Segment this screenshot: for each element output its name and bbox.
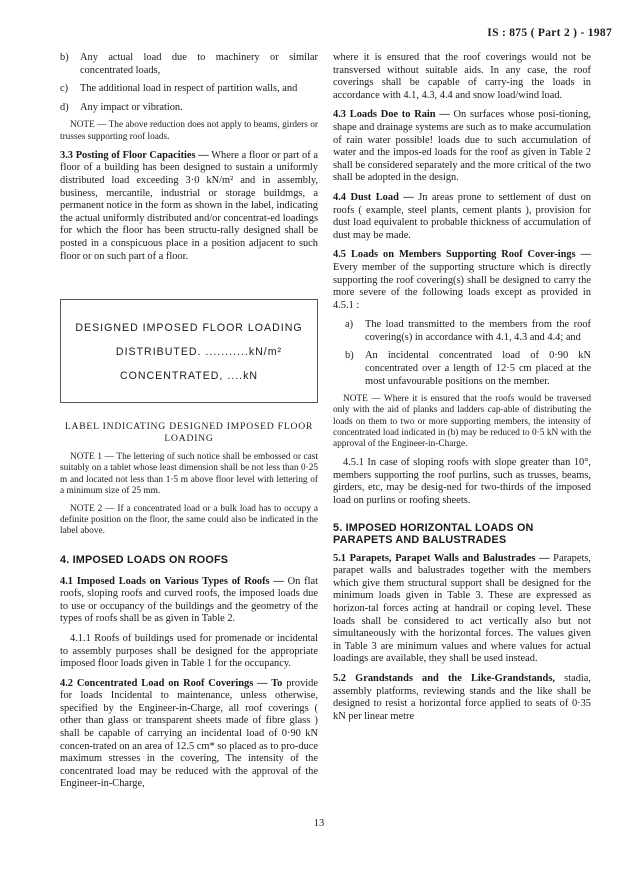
paragraph-continued: where it is ensured that the roof coverings would not be transversed without suitable aids. In any case, the roof coverings shall be capable of carry-ing the loads in accordance with 4.1, 4.3, 4.4 and snow load/wind load. [333,52,591,101]
section-heading-5: 5. IMPOSED HORIZONTAL LOADS ON PARAPETS AND BALUSTRADES [333,521,534,546]
section-heading-4-4: 4.4 Dust Load — [333,191,414,203]
paragraph-5-2 [333,673,591,723]
label-line-concentrated: CONCENTRATED, ....kN [119,370,259,383]
paragraph-4-1-1: 4.1.1 Roofs of buildings used for promenade or incidental to assembly purposes shall be designed for the appropriate imposed floor loads given in Table 1 for the occupancy. [60,632,318,670]
paragraph-4-4 [333,192,591,242]
paragraph-4-1 [60,576,318,626]
paragraph-4-2 [60,678,318,791]
label-caption: LABEL INDICATING DESIGNED IMPOSED FLOOR LOADING [64,421,314,445]
section-text-3-3: Where a floor or part of a floor of a building has been designed to sustain a uniformly distributed load exceeding 3·0 kN/m² and in assembly, business, mercantile, industrial or storage buildmgs, a permanent notice in the form as shown in the label, indicating the actual uniformly distributed and/or concentrat-ed loadings for which the floor has been structu-rally designed shall be posted in a conspicuous place in a position adjacent to such floor or on such part of a floor. [60,149,318,262]
list-text: Any actual load due to machinery or similar concentrated loads, [80,52,318,76]
floor-loading-label-box [60,299,318,403]
label-line-title: DESIGNED IMPOSED FLOOR LOADING [75,322,303,335]
section-text-4-3: On surfaces whose posi-tioning, shape and drainage systems are such as to make accumulation of rain water possible! loads due to such accumulation of water and the impos-ed loads for the roof as given in Table 2 shall be considered separately and the more critical of the two shall be adopted in the design. [333,109,591,184]
section-heading-3-3: 3.3 Posting of Floor Capacities — [60,149,209,161]
note-roofs: NOTE — Where it is ensured that the roofs would be traversed only with the aid of planks and ladders cap-able of distributing the loads on them to two or more supporting members, the intensity of concentrated load indicated in (b) may be reduced to 0·5 kN with the approval of the Engineer-in-Charge. [333,394,591,450]
paragraph-4-5 [333,249,591,312]
note-2: NOTE 2 — If a concentrated load or a bulk load has to occupy a definite position on the floor, the same could also be indicated in the label above. [60,503,318,537]
section-text-4-4: Jn areas prone to settlement of dust on roofs ( example, steel plants, cement plants ), provision for dust load equivalent to probable thickness of accumulation of dust may be made. [333,191,591,241]
list-label: c) [60,83,69,95]
paragraph-4-3 [333,109,591,185]
section-heading-5-1: 5.1 Parapets, Parapet Walls and Balustrades — [333,552,550,564]
list-label: b) [60,52,69,63]
section-text-5-1: Parapets, parapet walls and balustrades together with the members which give them structural support shall be designed for the minimum loads given in Table 3. These are expressed as horizon-tal forces acting at handrail or coping level. These loads shall be considered to act vertically also but not simultaneously with the horizontal forces. The values given in Table 3 are minimum values and where values for actual loadings are available, they shall be used instead. [333,552,591,665]
section-heading-4: 4. IMPOSED LOADS ON ROOFS [60,553,229,566]
list-label: b) [345,350,354,362]
section-text-4-1: On flat roofs, sloping roofs and curved roofs, the imposed loads due to use or occupancy of the buildings and the geometry of the types of roofs shall be as given in Table 2. [60,575,318,625]
paragraph-5-1 [333,553,591,666]
section-heading-4-1: 4.1 Imposed Loads on Various Types of Roofs — [60,575,284,587]
section-text-4-2: provide for loads Incidental to maintenance, unless otherwise, specified by the Engineer-in-Charge, all roof coverings ( other than glass or transparent sheets made of fibre glass ) shall be capable of carrying an incidental load of 0·90 kN concen-trated on an area of 12.5 cm* so placed as to pro-duce maximum stresses in the covering, The intensity of the concentrated load may be reduced with the approval of the Engineer-in-Charge, [60,677,318,790]
list-text: The load transmitted to the members from the roof covering(s) in accordance with 4.1, 4.3 and 4.4; and [365,319,591,343]
list-label: a) [345,319,354,331]
section-heading-4-2: 4.2 Concentrated Load on Roof Coverings — To [60,677,283,689]
page-number: 13 [313,818,325,829]
note-1: NOTE 1 — The lettering of such notice shall be embossed or cast suitably on a tablet whose least dimension shall be not less than 0·25 m and located not less than 1·5 m above floor level with lettering of a minimum size of 25 mm. [60,452,318,496]
section-text-5-2: stadia, assembly platforms, reviewing stands and the like shall be designed to resist a horizontal force applied to seats of 0·35 kN per linear metre [333,672,591,722]
right-column [333,52,591,723]
section-heading-5-2: 5.2 Grandstands and the Like-Grandstands, [333,672,555,684]
note-reduction: NOTE — The above reduction does not apply to beams, girders or trusses supporting roof loads. [60,120,318,142]
document-header: IS : 875 ( Part 2 ) - 1987 [487,27,612,39]
label-line-distributed: DISTRIBUTED. ...........kN/m² [115,346,283,359]
list-item-c [60,83,318,96]
paragraph-4-5-1: 4.5.1 In case of sloping roofs with slope greater than 10°, members supporting the roof purlins, such as trusses, beams, girders, etc, may be desig-ned for two-thirds of the imposed load on purlins or roofing sheets. [333,457,591,507]
list-item-d [60,102,318,115]
section-heading-4-3: 4.3 Loads Doe to Rain — [333,109,450,121]
list-label: d) [60,101,69,113]
list-item-b [60,52,318,77]
section-heading-4-5: 4.5 Loads on Members Supporting Roof Cover-ings — [333,249,591,261]
list-item-b-roof [333,350,591,388]
section-text-4-5: Every member of the supporting structure which is directly supporting the roof covering(s) shall be designed to carry the more severe of the following loads except as provided in 4.5.1 : [333,261,591,311]
list-text: Any impact or vibration. [80,101,183,113]
list-text: An incidental concentrated load of 0·90 kN concentrated over a length of 12·5 cm placed at the most unfavourable positions on the member. [365,350,591,387]
left-column [60,52,318,791]
list-item-a [333,319,591,344]
paragraph-3-3 [60,150,318,263]
list-text: The additional load in respect of partition walls, and [80,83,298,95]
